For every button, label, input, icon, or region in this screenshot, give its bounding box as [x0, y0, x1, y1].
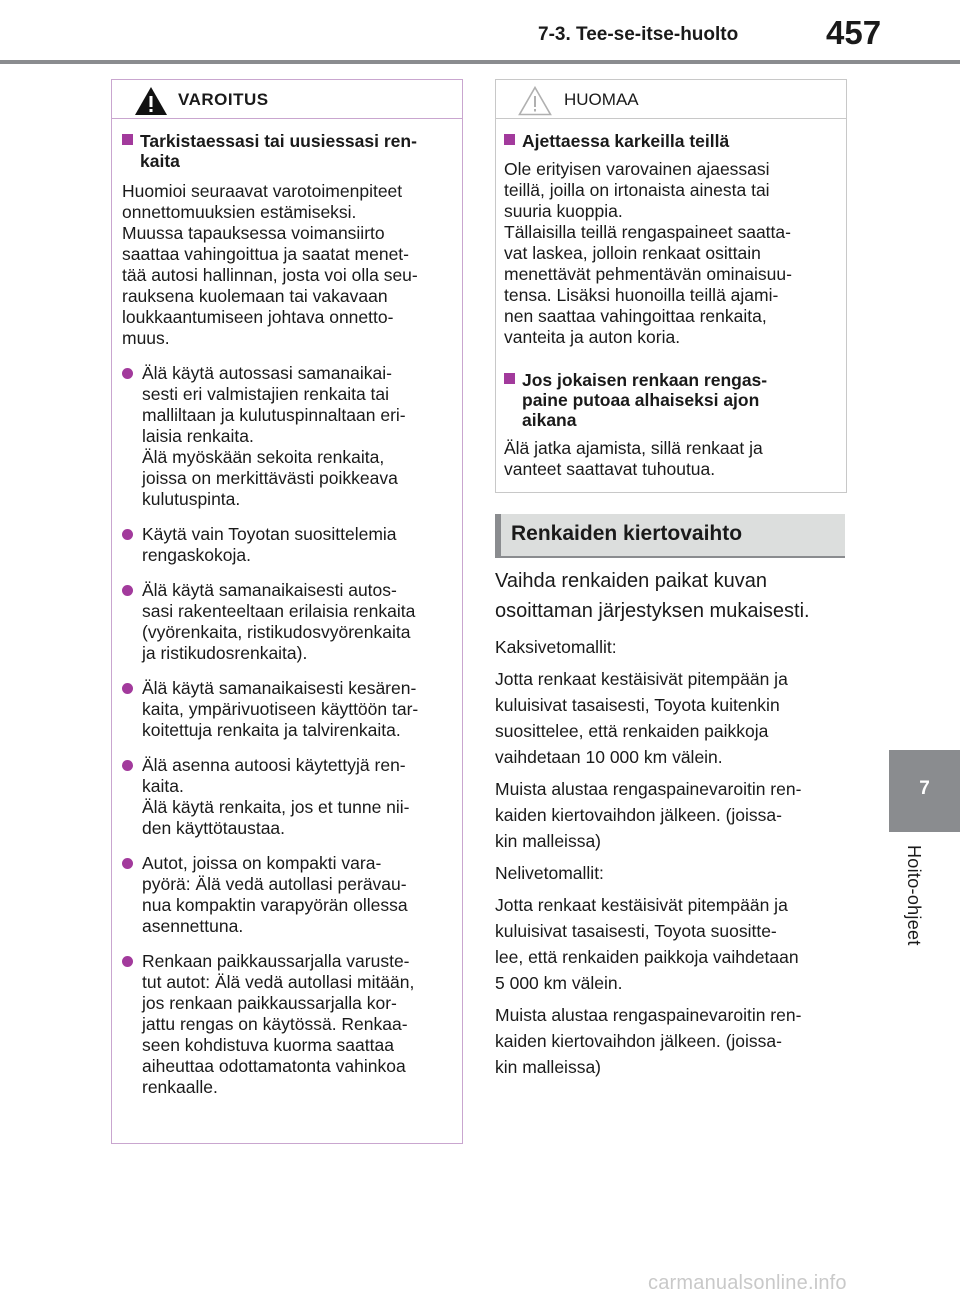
list-item: [122, 580, 448, 664]
list-item: [122, 853, 448, 937]
notice-subheading-text: Ajettaessa karkeilla teillä: [522, 131, 730, 151]
round-bullet-icon: [122, 585, 133, 596]
warning-header: [112, 80, 462, 119]
warning-title: VAROITUS: [178, 90, 269, 109]
warning-box: [111, 79, 463, 1144]
section-title: 7-3. Tee-se-itse-huolto: [538, 24, 739, 45]
round-bullet-icon: [122, 956, 133, 967]
round-bullet-icon: [122, 683, 133, 694]
list-item-text: Renkaan paikkaussarjalla varuste- tut autot: Älä vedä autollasi mitään, jos renkaan paikkaussarjalla kor- jattu rengas on käytössä. Renkaa- seen kohdistuva kuorma saattaa aiheuttaa odottamatonta vahinkoa renkaalle.: [142, 951, 415, 1097]
square-bullet-icon: [122, 134, 133, 145]
body-paragraph: Kaksivetomallit:: [495, 637, 617, 657]
warning-subheading: [122, 131, 448, 171]
chapter-tab: [889, 750, 960, 832]
heading-accent-bar: [495, 514, 501, 556]
warning-subheading-text: Tarkistaessasi tai uusiessasi ren- kaita: [140, 131, 417, 171]
section-heading: [495, 514, 845, 556]
body-paragraph: Nelivetomallit:: [495, 863, 604, 883]
chapter-number: 7: [919, 778, 930, 799]
notice-subheading: [504, 370, 834, 430]
list-item-text: Älä käytä samanaikaisesti kesären- kaita, ympärivuotiseen käyttöön tar- koitettuja renkaita ja talvirenkaita.: [142, 678, 419, 740]
caution-triangle-icon: [518, 86, 552, 116]
notice-subheading: [504, 131, 834, 151]
notice-paragraph: Älä jatka ajamista, sillä renkaat ja vanteet saattavat tuhoutua.: [504, 438, 763, 479]
section-heading-text: Renkaiden kiertovaihto: [511, 522, 743, 545]
list-item-text: Älä käytä samanaikaisesti autos- sasi rakenteeltaan erilaisia renkaita (vyörenkaita, ristikudosvyörenkaita ja ristikudosrenkaita).: [142, 580, 416, 663]
header-divider: [0, 60, 960, 64]
list-item-text: Autot, joissa on kompakti vara- pyörä: Älä vedä autollasi perävau- nua kompaktin varapyörän ollessa asennettuna.: [142, 853, 408, 936]
list-item-text: Älä käytä autossasi samanaikai- sesti eri valmistajien renkaita tai malliltaan ja kulutuspinnaltaan eri- laisia renkaita. Älä myöskään sekoita renkaita, joissa on merkittävästi poikkeava kulutuspinta.: [142, 363, 406, 509]
notice-title: HUOMAA: [564, 90, 639, 109]
round-bullet-icon: [122, 368, 133, 379]
list-item: [122, 951, 448, 1098]
body-paragraph: Muista alustaa rengaspainevaroitin ren- kaiden kiertovaihdon jälkeen. (joissa- kin malleissa): [495, 779, 802, 851]
body-paragraph: Jotta renkaat kestäisivät pitempään ja kuluisivat tasaisesti, Toyota kuitenkin suosittelee, että renkaiden paikkoja vaihdetaan 10 000 km välein.: [495, 669, 788, 767]
list-item: [122, 363, 448, 510]
notice-paragraph: Ole erityisen varovainen ajaessasi teillä, joilla on irtonaista ainesta tai suuria kuoppia. Tällaisilla teillä rengaspaineet saatta- vat laskea, jolloin renkaat osittain menettävät pehmentävän ominaisuu- tensa. Lisäksi huonoilla teillä ajami- nen saattaa vahingoittaa renkaita, vanteita ja auton koria.: [504, 159, 792, 347]
lead-paragraph: Vaihda renkaiden paikat kuvan osoittaman järjestyksen mukaisesti.: [495, 570, 810, 622]
list-item: [122, 678, 448, 741]
watermark: carmanualsonline.info: [648, 1272, 847, 1294]
notice-box: [495, 79, 847, 493]
heading-underline: [495, 556, 845, 558]
page-number: 457: [826, 14, 882, 51]
list-item-text: Käytä vain Toyotan suosittelemia rengaskokoja.: [142, 524, 397, 565]
warning-intro: Huomioi seuraavat varotoimenpiteet onnettomuuksien estämiseksi. Muussa tapauksessa voimansiirto saattaa vahingoittua ja saatat menet- tää autosi hallinnan, josta voi olla seu- rauksena kuolemaan tai vakavaan loukkaantumiseen johtava onnetto- muus.: [122, 181, 418, 348]
round-bullet-icon: [122, 760, 133, 771]
round-bullet-icon: [122, 858, 133, 869]
square-bullet-icon: [504, 134, 515, 145]
section-body: [495, 566, 847, 1080]
body-paragraph: Jotta renkaat kestäisivät pitempään ja kuluisivat tasaisesti, Toyota suositte- lee, että renkaiden paikkoja vaihdetaan 5 000 km välein.: [495, 895, 799, 993]
body-paragraph: Muista alustaa rengaspainevaroitin ren- kaiden kiertovaihdon jälkeen. (joissa- kin malleissa): [495, 1005, 802, 1077]
round-bullet-icon: [122, 529, 133, 540]
square-bullet-icon: [504, 373, 515, 384]
chapter-label: Hoito-ohjeet: [904, 845, 924, 946]
warning-triangle-icon: [134, 86, 168, 116]
list-item-text: Älä asenna autoosi käytettyjä ren- kaita. Älä käytä renkaita, jos et tunne nii- den käyttötaustaa.: [142, 755, 410, 838]
notice-header: [496, 80, 846, 119]
list-item: [122, 755, 448, 839]
list-item: [122, 524, 448, 566]
notice-subheading-text: Jos jokaisen renkaan rengas- paine putoaa alhaiseksi ajon aikana: [522, 370, 768, 430]
